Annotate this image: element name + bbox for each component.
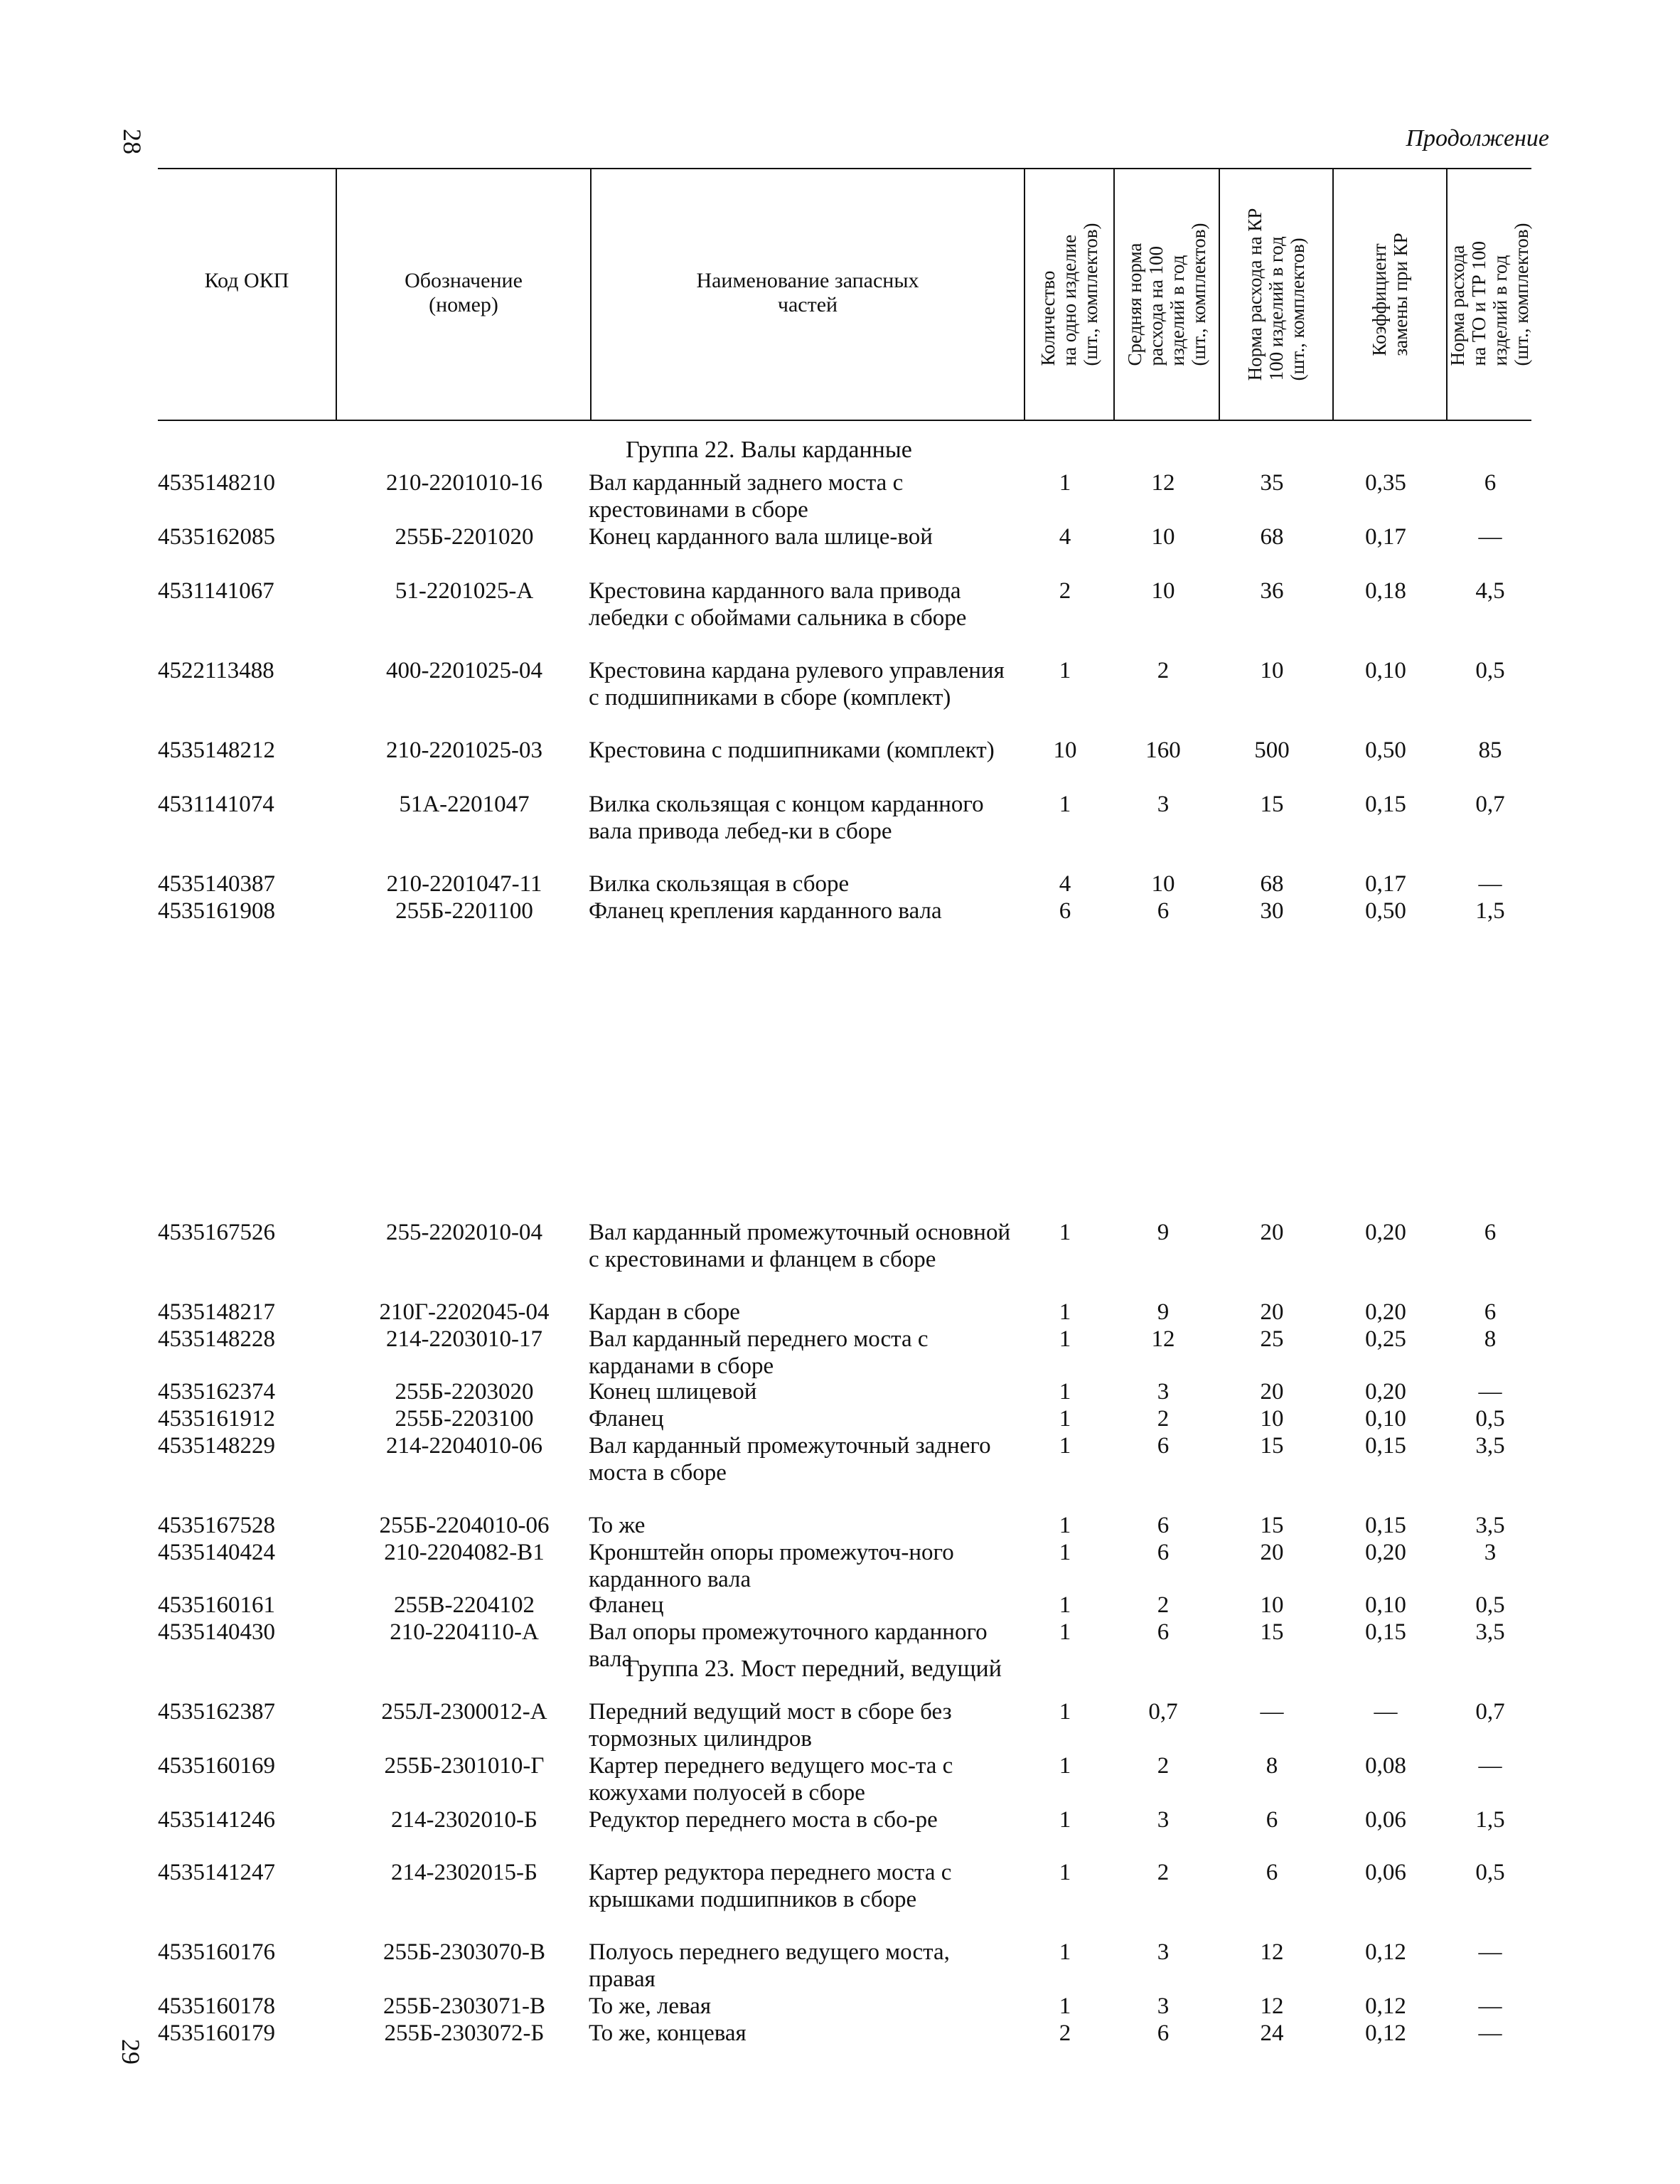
cell-coef: 0,50 [1365, 737, 1406, 763]
cell-to: 3,5 [1475, 1433, 1505, 1459]
cell-code: 4535148228 [158, 1326, 275, 1352]
cell-qty: 1 [1059, 1220, 1071, 1245]
header-qty-line3: (шт., комплектов) [1080, 223, 1101, 366]
cell-num: 255Б-2204010-06 [379, 1513, 550, 1538]
cell-code: 4535160179 [158, 2020, 275, 2046]
cell-code: 4535148217 [158, 1299, 275, 1325]
cell-to: — [1478, 2020, 1502, 2046]
cell-name: Вал карданный промежуточный основной с крестовинами и фланцем в сборе [589, 1220, 1011, 1272]
cell-avg: 2 [1157, 1406, 1170, 1432]
cell-avg: 3 [1157, 1807, 1170, 1833]
cell-num: 214-2203010-17 [386, 1326, 542, 1352]
cell-name: Крестовина с подшипниками (комплект) [589, 737, 995, 763]
cell-to: 8 [1484, 1326, 1497, 1352]
header-to-line4: (шт., комплектов) [1511, 223, 1532, 366]
cell-name: Картер переднего ведущего мос-та с кожухами полуосей в сборе [589, 1753, 953, 1806]
cell-coef: — [1374, 1699, 1398, 1725]
cell-avg: 12 [1151, 470, 1175, 496]
cell-avg: 3 [1157, 1379, 1170, 1405]
cell-code: 4535162085 [158, 524, 275, 550]
header-avg-line3: изделий в год [1167, 255, 1188, 366]
cell-name: Кронштейн опоры промежуточ-ного карданного вала [589, 1540, 954, 1592]
cell-kr: — [1260, 1699, 1284, 1725]
cell-code: 4535161908 [158, 898, 275, 924]
cell-name: Вал карданный промежуточный заднего моста в сборе [589, 1433, 991, 1486]
header-kr-line1: Норма расхода на КР [1244, 208, 1266, 381]
cell-kr: 500 [1254, 737, 1290, 763]
cell-code: 4535148229 [158, 1433, 275, 1459]
cell-coef: 0,12 [1365, 2020, 1406, 2046]
cell-kr: 12 [1260, 1993, 1284, 2019]
cell-name: Конец карданного вала шлице-вой [589, 524, 933, 550]
cell-coef: 0,20 [1365, 1220, 1406, 1245]
continuation-label: Продолжение [1406, 125, 1549, 151]
cell-kr: 20 [1260, 1299, 1284, 1325]
cell-num: 255Б-2303070-В [383, 1939, 545, 1965]
cell-to: — [1478, 1753, 1502, 1779]
header-avg-line4: (шт., комплектов) [1188, 223, 1209, 366]
cell-qty: 1 [1059, 1993, 1071, 2019]
cell-code: 4531141067 [158, 578, 274, 604]
cell-name: То же [589, 1513, 646, 1538]
cell-to: — [1478, 1939, 1502, 1965]
cell-name: Кардан в сборе [589, 1299, 740, 1325]
cell-kr: 15 [1260, 1619, 1284, 1645]
cell-name: Конец шлицевой [589, 1379, 757, 1405]
cell-to: 6 [1484, 470, 1497, 496]
cell-kr: 10 [1260, 658, 1284, 683]
cell-code: 4535160169 [158, 1753, 275, 1779]
cell-coef: 0,15 [1365, 1619, 1406, 1645]
cell-qty: 2 [1059, 578, 1071, 604]
header-qty-line1: Количество [1037, 270, 1059, 366]
cell-qty: 1 [1059, 792, 1071, 817]
cell-name: Фланец крепления карданного вала [589, 898, 942, 924]
cell-name: Фланец [589, 1406, 664, 1432]
cell-kr: 15 [1260, 1433, 1284, 1459]
cell-coef: 0,10 [1365, 1592, 1406, 1618]
cell-qty: 1 [1059, 470, 1071, 496]
cell-num: 214-2204010-06 [386, 1433, 542, 1459]
cell-qty: 10 [1053, 737, 1077, 763]
cell-qty: 1 [1059, 1592, 1071, 1618]
header-to [1446, 169, 1531, 420]
cell-to: 3,5 [1475, 1513, 1505, 1538]
cell-qty: 1 [1059, 1513, 1071, 1538]
cell-to: 3,5 [1475, 1619, 1505, 1645]
cell-avg: 3 [1157, 1993, 1170, 2019]
header-to-line3: изделий в год [1489, 255, 1511, 366]
cell-qty: 4 [1059, 524, 1071, 550]
header-name-line1: Наименование запасных [696, 269, 919, 292]
cell-code: 4535148212 [158, 737, 275, 763]
cell-qty: 1 [1059, 1433, 1071, 1459]
header-number-line1: Обозначение [405, 269, 523, 292]
header-avg [1113, 169, 1219, 420]
cell-to: 6 [1484, 1299, 1497, 1325]
cell-name: То же, левая [589, 1993, 712, 2019]
cell-num: 51А-2201047 [399, 792, 530, 817]
cell-kr: 68 [1260, 871, 1284, 897]
cell-coef: 0,17 [1365, 871, 1406, 897]
cell-avg: 6 [1157, 2020, 1170, 2046]
cell-num: 255Б-2203020 [395, 1379, 534, 1405]
cell-coef: 0,12 [1365, 1939, 1406, 1965]
cell-num: 214-2302015-Б [391, 1860, 537, 1885]
cell-name: Вилка скользящая с концом карданного вала привода лебед-ки в сборе [589, 792, 984, 844]
header-qty [1024, 169, 1113, 420]
cell-kr: 8 [1266, 1753, 1278, 1779]
cell-avg: 6 [1157, 1540, 1170, 1565]
cell-coef: 0,15 [1365, 1513, 1406, 1538]
header-name-line2: частей [777, 293, 838, 316]
cell-avg: 6 [1157, 1619, 1170, 1645]
cell-code: 4535160161 [158, 1592, 275, 1618]
cell-coef: 0,20 [1365, 1379, 1406, 1405]
group-22-title: Группа 22. Валы карданные [626, 437, 912, 463]
cell-avg: 3 [1157, 792, 1170, 817]
cell-num: 255Б-2203100 [395, 1406, 534, 1432]
cell-name: Редуктор переднего моста в сбо-ре [589, 1807, 938, 1833]
cell-qty: 1 [1059, 1699, 1071, 1725]
cell-avg: 6 [1157, 898, 1170, 924]
cell-name: То же, концевая [589, 2020, 747, 2046]
cell-code: 4535140430 [158, 1619, 275, 1645]
cell-coef: 0,50 [1365, 898, 1406, 924]
cell-qty: 1 [1059, 1379, 1071, 1405]
cell-kr: 20 [1260, 1540, 1284, 1565]
page-number-top: 28 [118, 129, 146, 154]
table-header [158, 168, 1531, 421]
cell-code: 4535140424 [158, 1540, 275, 1565]
cell-kr: 20 [1260, 1379, 1284, 1405]
cell-coef: 0,15 [1365, 1433, 1406, 1459]
cell-name: Вилка скользящая в сборе [589, 871, 850, 897]
cell-kr: 6 [1266, 1807, 1278, 1833]
cell-avg: 9 [1157, 1220, 1170, 1245]
cell-coef: 0,20 [1365, 1540, 1406, 1565]
cell-avg: 2 [1157, 1860, 1170, 1885]
cell-num: 210-2204082-В1 [384, 1540, 545, 1565]
cell-qty: 1 [1059, 1939, 1071, 1965]
cell-code: 4531141074 [158, 792, 274, 817]
header-code [158, 169, 336, 420]
cell-num: 255Л-2300012-А [381, 1699, 547, 1725]
cell-code: 4535167526 [158, 1220, 275, 1245]
cell-qty: 1 [1059, 1406, 1071, 1432]
header-code-text: Код ОКП [204, 269, 289, 292]
cell-num: 255Б-2201020 [395, 524, 534, 550]
cell-coef: 0,20 [1365, 1299, 1406, 1325]
header-coef-line2: замены при КР [1390, 233, 1411, 356]
cell-coef: 0,15 [1365, 792, 1406, 817]
group-23-title: Группа 23. Мост передний, ведущий [626, 1656, 1002, 1682]
cell-qty: 6 [1059, 898, 1071, 924]
cell-kr: 12 [1260, 1939, 1284, 1965]
cell-coef: 0,10 [1365, 1406, 1406, 1432]
cell-avg: 10 [1151, 871, 1175, 897]
cell-num: 210-2204110-А [390, 1619, 539, 1645]
cell-kr: 30 [1260, 898, 1284, 924]
cell-num: 255В-2204102 [394, 1592, 535, 1618]
cell-avg: 10 [1151, 578, 1175, 604]
cell-kr: 10 [1260, 1406, 1284, 1432]
cell-num: 255Б-2201100 [395, 898, 533, 924]
cell-code: 4522113488 [158, 658, 274, 683]
cell-qty: 1 [1059, 1807, 1071, 1833]
header-avg-line1: Средняя норма [1124, 243, 1145, 366]
cell-num: 255Б-2303071-В [383, 1993, 545, 2019]
cell-to: 1,5 [1475, 1807, 1505, 1833]
cell-coef: 0,17 [1365, 524, 1406, 550]
cell-qty: 1 [1059, 1860, 1071, 1885]
cell-to: 85 [1478, 737, 1502, 763]
cell-coef: 0,12 [1365, 1993, 1406, 2019]
cell-kr: 15 [1260, 1513, 1284, 1538]
cell-name: Вал карданный переднего моста с карданами в сборе [589, 1326, 929, 1379]
cell-code: 4535148210 [158, 470, 275, 496]
cell-to: 6 [1484, 1220, 1497, 1245]
page-number-bottom: 29 [117, 2039, 145, 2065]
cell-avg: 2 [1157, 658, 1170, 683]
cell-num: 51-2201025-А [395, 578, 534, 604]
cell-kr: 6 [1266, 1860, 1278, 1885]
cell-name: Крестовина кардана рулевого управления с подшипниками в сборе (комплект) [589, 658, 1005, 710]
cell-coef: 0,06 [1365, 1860, 1406, 1885]
cell-code: 4535160176 [158, 1939, 275, 1965]
cell-kr: 20 [1260, 1220, 1284, 1245]
cell-to: — [1478, 524, 1502, 550]
cell-num: 210-2201010-16 [386, 470, 542, 496]
cell-name: Передний ведущий мост в сборе без тормозных цилиндров [589, 1699, 952, 1752]
cell-avg: 6 [1157, 1433, 1170, 1459]
cell-avg: 6 [1157, 1513, 1170, 1538]
cell-code: 4535160178 [158, 1993, 275, 2019]
header-avg-line2: расхода на 100 [1145, 246, 1167, 366]
cell-num: 400-2201025-04 [386, 658, 542, 683]
cell-to: 4,5 [1475, 578, 1505, 604]
header-qty-line2: на одно изделие [1059, 234, 1080, 366]
cell-avg: 160 [1145, 737, 1181, 763]
cell-kr: 36 [1260, 578, 1284, 604]
cell-to: 0,5 [1475, 1406, 1505, 1432]
cell-qty: 1 [1059, 1299, 1071, 1325]
cell-num: 210-2201047-11 [386, 871, 542, 897]
cell-qty: 1 [1059, 658, 1071, 683]
cell-qty: 4 [1059, 871, 1071, 897]
cell-to: 0,7 [1475, 1699, 1505, 1725]
cell-code: 4535167528 [158, 1513, 275, 1538]
cell-avg: 3 [1157, 1939, 1170, 1965]
cell-coef: 0,10 [1365, 658, 1406, 683]
cell-kr: 68 [1260, 524, 1284, 550]
cell-name: Крестовина карданного вала привода лебедки с обоймами сальника в сборе [589, 578, 967, 631]
header-coef [1332, 169, 1446, 420]
cell-code: 4535162387 [158, 1699, 275, 1725]
header-to-line2: на ТО и ТР 100 [1468, 240, 1489, 366]
cell-qty: 2 [1059, 2020, 1071, 2046]
header-kr-line3: (шт., комплектов) [1287, 238, 1308, 381]
cell-num: 255-2202010-04 [386, 1220, 542, 1245]
cell-num: 210Г-2202045-04 [379, 1299, 550, 1325]
cell-qty: 1 [1059, 1619, 1071, 1645]
cell-coef: 0,18 [1365, 578, 1406, 604]
cell-qty: 1 [1059, 1753, 1071, 1779]
cell-to: — [1478, 1379, 1502, 1405]
cell-to: — [1478, 871, 1502, 897]
cell-avg: 10 [1151, 524, 1175, 550]
header-coef-line1: Коэффициент [1369, 243, 1390, 356]
cell-coef: 0,08 [1365, 1753, 1406, 1779]
cell-to: 0,7 [1475, 792, 1505, 817]
cell-avg: 2 [1157, 1753, 1170, 1779]
cell-code: 4535140387 [158, 871, 275, 897]
cell-code: 4535162374 [158, 1379, 275, 1405]
cell-code: 4535161912 [158, 1406, 275, 1432]
cell-to: 0,5 [1475, 658, 1505, 683]
cell-kr: 25 [1260, 1326, 1284, 1352]
cell-to: 1,5 [1475, 898, 1505, 924]
cell-avg: 2 [1157, 1592, 1170, 1618]
cell-name: Фланец [589, 1592, 664, 1618]
header-kr [1219, 169, 1332, 420]
cell-to: — [1478, 1993, 1502, 2019]
header-number [336, 169, 590, 420]
cell-num: 214-2302010-Б [391, 1807, 537, 1833]
cell-code: 4535141246 [158, 1807, 275, 1833]
cell-name: Полуось переднего ведущего моста, правая [589, 1939, 950, 1992]
cell-name: Картер редуктора переднего моста с крышками подшипников в сборе [589, 1860, 952, 1912]
cell-coef: 0,06 [1365, 1807, 1406, 1833]
cell-coef: 0,35 [1365, 470, 1406, 496]
cell-to: 0,5 [1475, 1592, 1505, 1618]
cell-kr: 10 [1260, 1592, 1284, 1618]
cell-num: 255Б-2303072-Б [384, 2020, 545, 2046]
cell-avg: 0,7 [1148, 1699, 1178, 1725]
cell-num: 210-2201025-03 [386, 737, 542, 763]
cell-avg: 9 [1157, 1299, 1170, 1325]
cell-avg: 12 [1151, 1326, 1175, 1352]
header-number-line2: (номер) [429, 293, 498, 316]
cell-to: 0,5 [1475, 1860, 1505, 1885]
header-kr-line2: 100 изделий в год [1266, 236, 1287, 381]
cell-to: 3 [1484, 1540, 1497, 1565]
cell-kr: 35 [1260, 470, 1284, 496]
cell-kr: 15 [1260, 792, 1284, 817]
header-to-line1: Норма расхода [1447, 245, 1468, 366]
cell-code: 4535141247 [158, 1860, 275, 1885]
cell-name: Вал карданный заднего моста с крестовинами в сборе [589, 470, 904, 523]
cell-name: Вал опоры промежуточного карданного вала [589, 1619, 988, 1672]
header-name [590, 169, 1024, 420]
cell-qty: 1 [1059, 1540, 1071, 1565]
cell-qty: 1 [1059, 1326, 1071, 1352]
cell-coef: 0,25 [1365, 1326, 1406, 1352]
cell-kr: 24 [1260, 2020, 1284, 2046]
cell-num: 255Б-2301010-Г [384, 1753, 545, 1779]
